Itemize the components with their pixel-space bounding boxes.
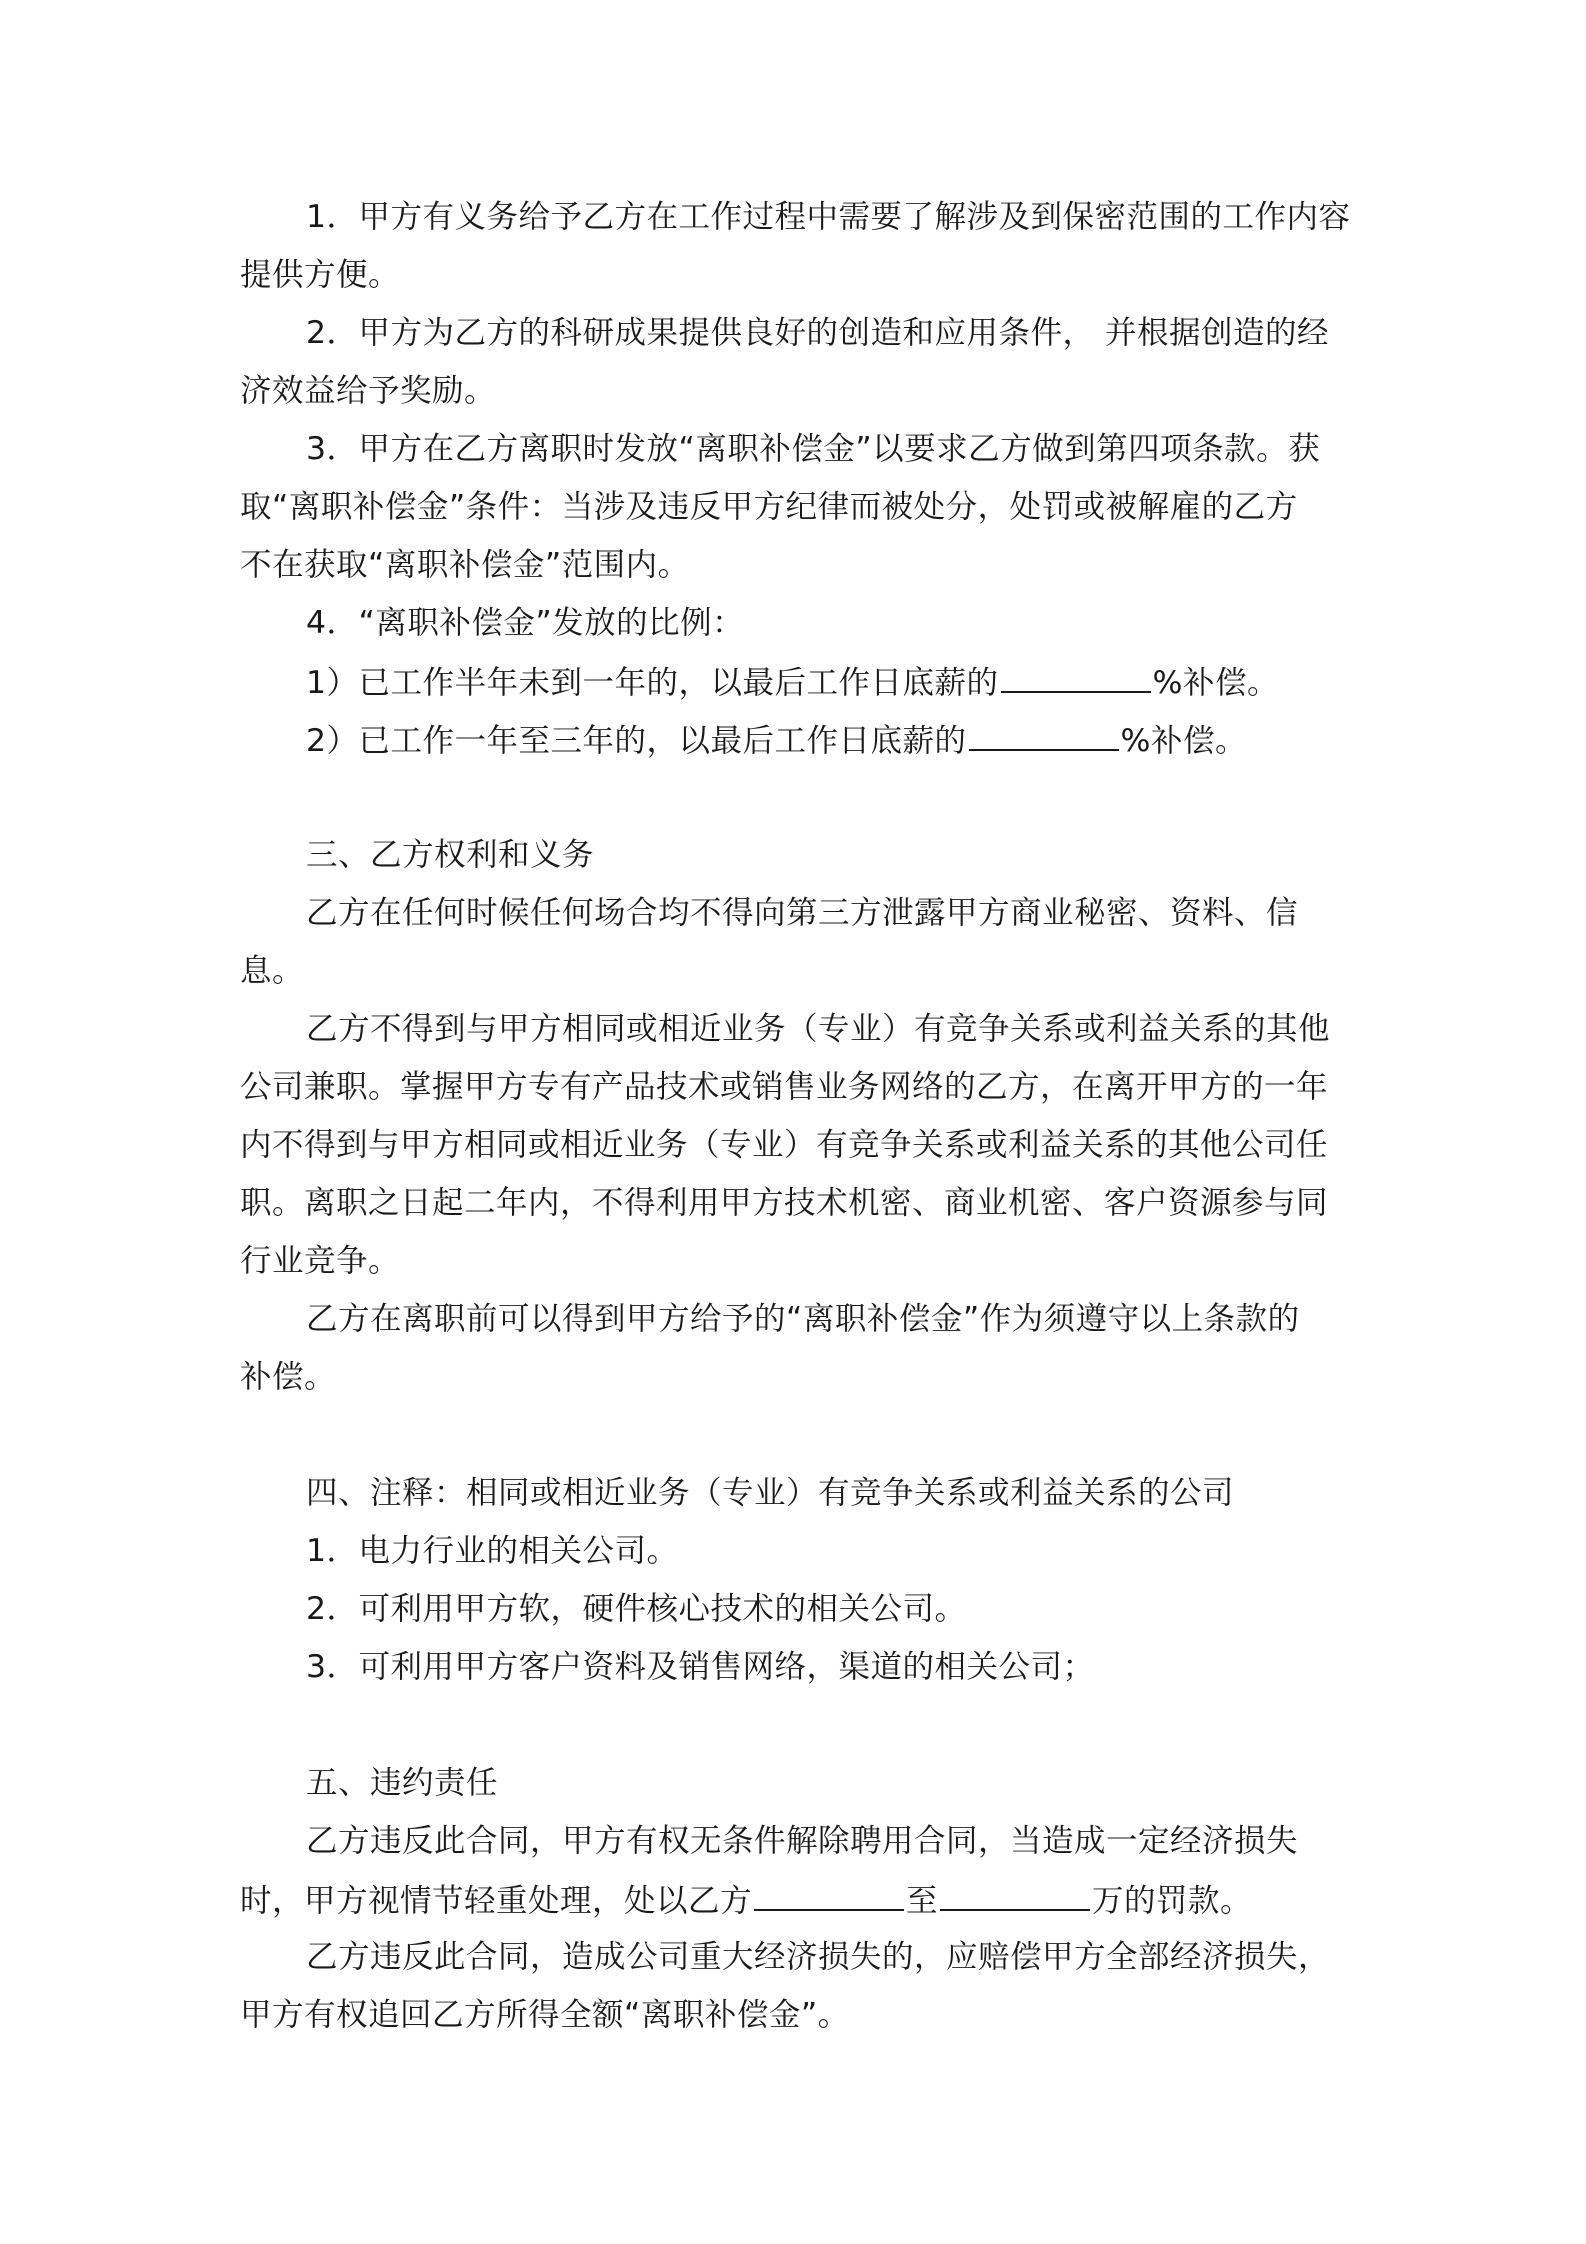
section3-para1-line2: 息。	[240, 953, 305, 989]
section5-para2-line1: 乙方违反此合同，造成公司重大经济损失的，应赔偿甲方全部经济损失，	[306, 1939, 1331, 1975]
item4-sub2-suffix: %补偿。	[1120, 723, 1247, 759]
item4-sub1-prefix: 1）已工作半年未到一年的，以最后工作日底薪的	[306, 665, 999, 701]
section4-item1: 1．电力行业的相关公司。	[306, 1533, 679, 1569]
section3-para1-line1: 乙方在任何时候任何场合均不得向第三方泄露甲方商业秘密、资料、信	[306, 895, 1299, 931]
item3-line2: 取“离职补偿金”条件：当涉及违反甲方纪律而被处分，处罚或被解雇的乙方	[240, 489, 1298, 525]
item3-line1: 3．甲方在乙方离职时发放“离职补偿金”以要求乙方做到第四项条款。获	[306, 431, 1321, 467]
section4-item2: 2．可利用甲方软，硬件核心技术的相关公司。	[306, 1591, 967, 1627]
item2-line2: 济效益给予奖励。	[240, 373, 497, 409]
item1-line1: 1．甲方有义务给予乙方在工作过程中需要了解涉及到保密范围的工作内容	[306, 199, 1351, 235]
section5-para1-line2	[240, 1871, 1350, 1927]
section3-para2-line5: 行业竞争。	[240, 1243, 401, 1279]
section3-para2-line3: 内不得到与甲方相同或相近业务（专业）有竞争关系或利益关系的其他公司任	[240, 1127, 1329, 1163]
item3-line3: 不在获取“离职补偿金”范围内。	[240, 547, 690, 583]
section3-para3-line1: 乙方在离职前可以得到甲方给予的“离职补偿金”作为须遵守以上条款的	[306, 1301, 1300, 1337]
item4-line1: 4．“离职补偿金”发放的比例：	[306, 605, 745, 641]
fill-in-blank	[1001, 653, 1151, 693]
section5-para1-line2-mid: 至	[906, 1883, 939, 1919]
section3-para2-line1: 乙方不得到与甲方相同或相近业务（专业）有竞争关系或利益关系的其他	[306, 1011, 1331, 1047]
item4-sub2-prefix: 2）已工作一年至三年的，以最后工作日底薪的	[306, 723, 967, 759]
fill-in-blank	[969, 711, 1119, 751]
section3-heading: 三、乙方权利和义务	[306, 837, 595, 873]
section5-para1-line2-prefix: 时，甲方视情节轻重处理，处以乙方	[240, 1883, 753, 1919]
fill-in-blank	[940, 1871, 1090, 1911]
section4-item3: 3．可利用甲方客户资料及销售网络，渠道的相关公司；	[306, 1649, 1095, 1685]
item2-line1: 2．甲方为乙方的科研成果提供良好的创造和应用条件， 并根据创造的经	[306, 315, 1330, 351]
section4-heading: 四、注释：相同或相近业务（专业）有竞争关系或利益关系的公司	[306, 1475, 1235, 1511]
section3-para3-line2: 补偿。	[240, 1359, 337, 1395]
item4-sub2	[306, 711, 1416, 767]
item4-sub1-suffix: %补偿。	[1152, 665, 1279, 701]
fill-in-blank	[754, 1871, 904, 1911]
section5-para2-line2: 甲方有权追回乙方所得全额“离职补偿金”。	[240, 1997, 850, 2033]
item1-line2: 提供方便。	[240, 257, 401, 293]
section3-para2-line2: 公司兼职。掌握甲方专有产品技术或销售业务网络的乙方，在离开甲方的一年	[240, 1069, 1329, 1105]
section3-para2-line4: 职。离职之日起二年内，不得利用甲方技术机密、商业机密、客户资源参与同	[240, 1185, 1329, 1221]
section5-para1-line2-suffix: 万的罚款。	[1092, 1883, 1253, 1919]
section5-para1-line1: 乙方违反此合同，甲方有权无条件解除聘用合同，当造成一定经济损失	[306, 1823, 1299, 1859]
item4-sub1	[306, 653, 1416, 709]
section5-heading: 五、违约责任	[306, 1765, 499, 1801]
